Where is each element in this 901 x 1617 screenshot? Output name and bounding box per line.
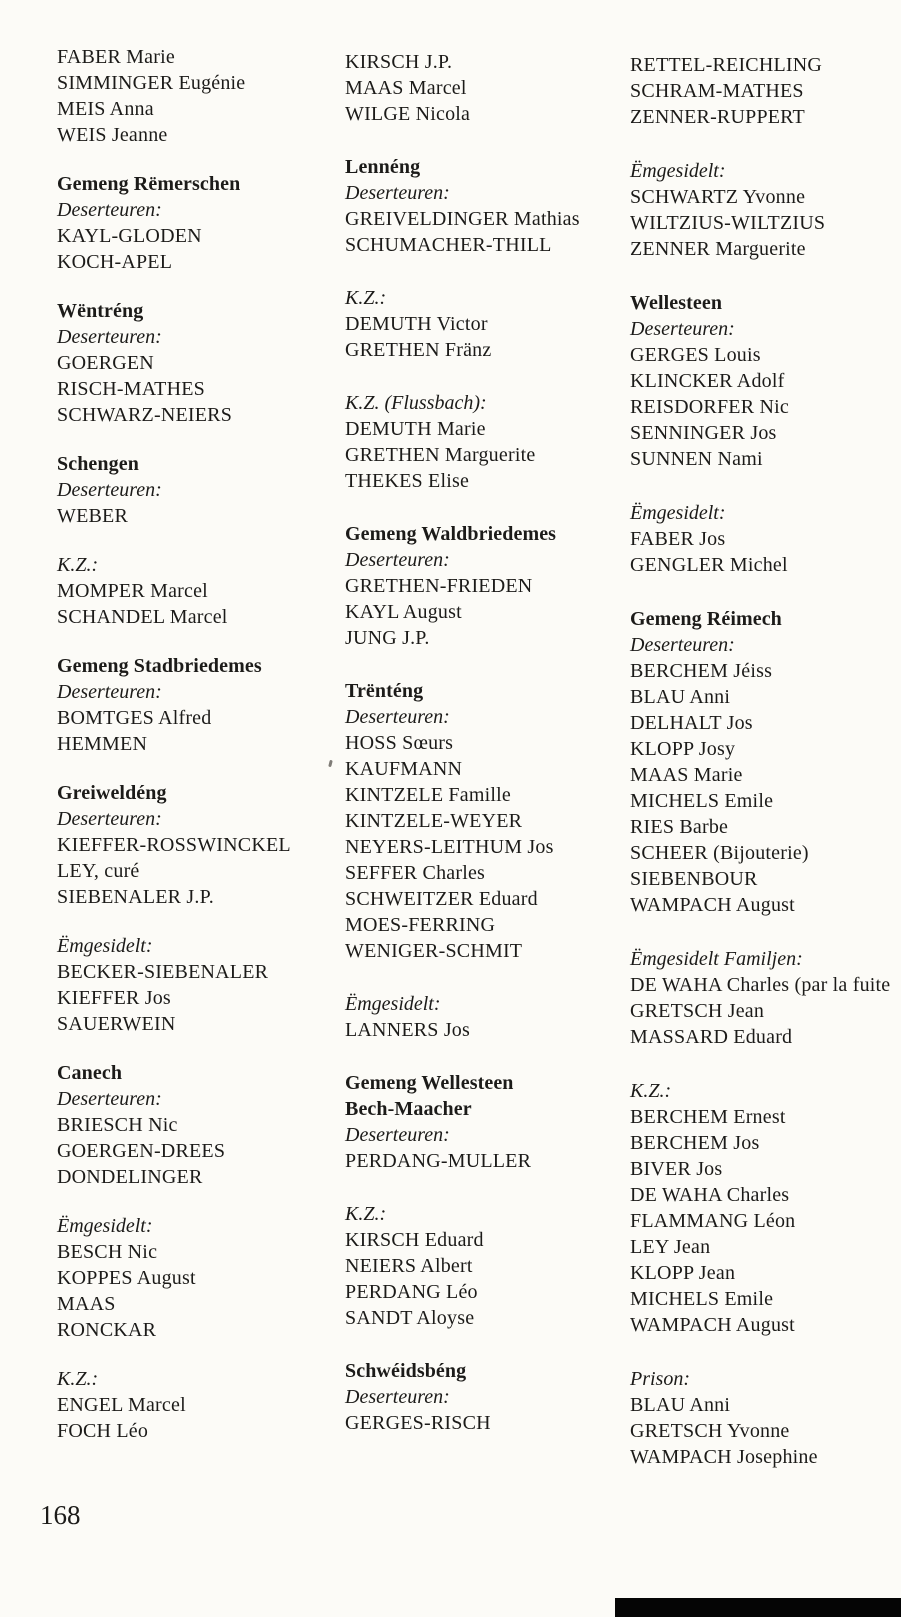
name-entry: KIRSCH Eduard [345, 1229, 484, 1251]
list-block [57, 298, 345, 428]
category-label: Deserteuren: [345, 1386, 450, 1408]
name-entry: FOCH Léo [57, 1420, 149, 1442]
name-entry: NEYERS-LEITHUM Jos [345, 836, 554, 858]
name-entry: SCHEER (Bijouterie) [630, 842, 809, 864]
text-column-3 [630, 44, 889, 1498]
category-label: K.Z.: [630, 1080, 672, 1102]
name-entry: KINTZELE-WEYER [345, 810, 523, 832]
category-label: Deserteuren: [345, 182, 450, 204]
name-entry: FABER Marie [57, 46, 175, 68]
name-entry: LEY, curé [57, 860, 140, 882]
name-entry: WEIS Jeanne [57, 124, 168, 146]
name-entry: SIMMINGER Eugénie [57, 72, 246, 94]
category-label: K.Z.: [57, 554, 99, 576]
category-label: Ëmgesidelt: [57, 935, 153, 957]
name-entry: LANNERS Jos [345, 1019, 470, 1041]
name-entry: KIRSCH J.P. [345, 51, 453, 73]
list-block [630, 158, 889, 262]
category-label: Deserteuren: [345, 1124, 450, 1146]
name-entry: KLOPP Josy [630, 738, 736, 760]
list-block [630, 1366, 889, 1470]
name-entry: BLAU Anni [630, 1394, 731, 1416]
name-entry: BIVER Jos [630, 1158, 723, 1180]
category-label: K.Z.: [345, 287, 387, 309]
category-label: Deserteuren: [345, 549, 450, 571]
name-entry: FLAMMANG Léon [630, 1210, 796, 1232]
name-entry: HEMMEN [57, 733, 148, 755]
list-block [345, 390, 630, 494]
name-entry: GERGES-RISCH [345, 1412, 491, 1434]
category-label: Prison: [630, 1368, 690, 1390]
category-label: K.Z.: [57, 1368, 99, 1390]
section-heading: Bech-Maacher [345, 1098, 472, 1120]
name-entry: GRETSCH Jean [630, 1000, 765, 1022]
name-entry: SEFFER Charles [345, 862, 486, 884]
category-label: Ëmgesidelt Familjen: [630, 948, 803, 970]
name-entry: LEY Jean [630, 1236, 711, 1258]
name-entry: RIES Barbe [630, 816, 729, 838]
name-entry: KOCH-APEL [57, 251, 173, 273]
name-entry: MOMPER Marcel [57, 580, 208, 602]
name-entry: SAUERWEIN [57, 1013, 176, 1035]
list-block [345, 285, 630, 363]
list-block [57, 552, 345, 630]
list-block [57, 780, 345, 910]
name-entry: MAAS Marcel [345, 77, 467, 99]
name-entry: MASSARD Eduard [630, 1026, 793, 1048]
list-block [345, 1358, 630, 1436]
name-entry: GOERGEN [57, 352, 154, 374]
name-entry: MOES-FERRING [345, 914, 496, 936]
section-heading: Schengen [57, 453, 139, 475]
text-column-1 [57, 44, 345, 1467]
section-heading: Gemeng Rëmerschen [57, 173, 241, 195]
category-label: Deserteuren: [630, 318, 735, 340]
name-entry: WAMPACH Josephine [630, 1446, 818, 1468]
list-block [630, 606, 889, 918]
name-entry: MAAS [57, 1293, 116, 1315]
name-entry: GRETHEN Fränz [345, 339, 492, 361]
name-entry: SUNNEN Nami [630, 448, 763, 470]
name-entry: GREIVELDINGER Mathias [345, 208, 580, 230]
list-block [57, 933, 345, 1037]
name-entry: BLAU Anni [630, 686, 731, 708]
name-entry: FABER Jos [630, 528, 726, 550]
list-block [57, 44, 345, 148]
list-block [345, 154, 630, 258]
name-entry: SCHRAM-MATHES [630, 80, 804, 102]
list-block [345, 49, 630, 127]
name-entry: DEMUTH Victor [345, 313, 488, 335]
list-block [57, 1213, 345, 1343]
name-entry: RETTEL-REICHLING [630, 54, 823, 76]
name-entry: RONCKAR [57, 1319, 157, 1341]
name-entry: DONDELINGER [57, 1166, 203, 1188]
list-block [345, 1201, 630, 1331]
section-heading: Wëntréng [57, 300, 144, 322]
name-entry: BERCHEM Jos [630, 1132, 760, 1154]
name-entry: PERDANG Léo [345, 1281, 478, 1303]
name-entry: SCHWEITZER Eduard [345, 888, 538, 910]
name-entry: KAYL-GLODEN [57, 225, 202, 247]
name-entry: BOMTGES Alfred [57, 707, 212, 729]
list-block [57, 171, 345, 275]
name-entry: BESCH Nic [57, 1241, 158, 1263]
name-entry: DE WAHA Charles (par la fuite [630, 974, 891, 996]
list-block [345, 521, 630, 651]
name-entry: WILGE Nicola [345, 103, 471, 125]
text-column-2 [345, 44, 630, 1463]
name-entry: PERDANG-MULLER [345, 1150, 532, 1172]
name-entry: GRETHEN-FRIEDEN [345, 575, 533, 597]
section-heading: Wellesteen [630, 292, 723, 314]
name-entry: GENGLER Michel [630, 554, 788, 576]
name-entry: GOERGEN-DREES [57, 1140, 226, 1162]
section-heading: Gemeng Réimech [630, 608, 782, 630]
list-block [630, 1078, 889, 1338]
name-entry: GRETSCH Yvonne [630, 1420, 790, 1442]
section-heading: Trënténg [345, 680, 424, 702]
name-entry: KAYL August [345, 601, 462, 623]
name-entry: MAAS Marie [630, 764, 743, 786]
section-heading: Lennéng [345, 156, 421, 178]
name-entry: BECKER-SIEBENALER [57, 961, 269, 983]
section-heading: Greiweldéng [57, 782, 167, 804]
name-entry: KOPPES August [57, 1267, 196, 1289]
name-entry: MICHELS Emile [630, 1288, 774, 1310]
name-entry: BERCHEM Jéiss [630, 660, 773, 682]
list-block [57, 653, 345, 757]
name-entry: SANDT Aloyse [345, 1307, 475, 1329]
list-block [57, 451, 345, 529]
name-entry: REISDORFER Nic [630, 396, 789, 418]
category-label: Ëmgesidelt: [345, 993, 441, 1015]
category-label: Deserteuren: [57, 479, 162, 501]
category-label: Deserteuren: [57, 199, 162, 221]
name-entry: DELHALT Jos [630, 712, 753, 734]
list-block [345, 991, 630, 1043]
name-entry: SCHWARTZ Yvonne [630, 186, 806, 208]
category-label: Deserteuren: [57, 808, 162, 830]
category-label: Deserteuren: [57, 326, 162, 348]
category-label: Deserteuren: [57, 1088, 162, 1110]
name-entry: WAMPACH August [630, 894, 795, 916]
list-block [630, 500, 889, 578]
category-label: Deserteuren: [345, 706, 450, 728]
list-block [630, 946, 889, 1050]
scan-edge-artifact [615, 1598, 901, 1617]
name-entry: KINTZELE Famille [345, 784, 511, 806]
name-entry: JUNG J.P. [345, 627, 430, 649]
name-entry: BERCHEM Ernest [630, 1106, 786, 1128]
name-entry: DEMUTH Marie [345, 418, 486, 440]
name-entry: KIEFFER-ROSSWINCKEL [57, 834, 291, 856]
name-entry: KLINCKER Adolf [630, 370, 785, 392]
name-entry: SCHWARZ-NEIERS [57, 404, 233, 426]
name-entry: BRIESCH Nic [57, 1114, 178, 1136]
section-heading: Gemeng Waldbriedemes [345, 523, 557, 545]
section-heading: Schwéidsbéng [345, 1360, 467, 1382]
list-block [630, 52, 889, 130]
list-block [57, 1366, 345, 1444]
name-entry: DE WAHA Charles [630, 1184, 790, 1206]
name-entry: ZENNER-RUPPERT [630, 106, 805, 128]
category-label: K.Z. (Flussbach): [345, 392, 487, 414]
name-entry: WAMPACH August [630, 1314, 795, 1336]
name-entry: SENNINGER Jos [630, 422, 777, 444]
name-entry: GRETHEN Marguerite [345, 444, 536, 466]
name-entry: NEIERS Albert [345, 1255, 473, 1277]
name-entry: KLOPP Jean [630, 1262, 736, 1284]
name-entry: WENIGER-SCHMIT [345, 940, 523, 962]
name-entry: HOSS Sœurs [345, 732, 454, 754]
section-heading: Canech [57, 1062, 123, 1084]
list-block [345, 1070, 630, 1174]
name-entry: GERGES Louis [630, 344, 761, 366]
name-entry: SIEBENBOUR [630, 868, 758, 890]
section-heading: Gemeng Stadbriedemes [57, 655, 262, 677]
name-entry: KAUFMANN [345, 758, 463, 780]
name-entry: ENGEL Marcel [57, 1394, 186, 1416]
category-label: K.Z.: [345, 1203, 387, 1225]
category-label: Ëmgesidelt: [630, 160, 726, 182]
category-label: Deserteuren: [57, 681, 162, 703]
section-heading: Gemeng Wellesteen [345, 1072, 514, 1094]
name-entry: SCHUMACHER-THILL [345, 234, 552, 256]
page-number: 168 [40, 1500, 81, 1530]
list-block [57, 1060, 345, 1190]
name-entry: WEBER [57, 505, 128, 527]
name-entry: ZENNER Marguerite [630, 238, 806, 260]
name-entry: THEKES Elise [345, 470, 470, 492]
name-entry: SCHANDEL Marcel [57, 606, 228, 628]
name-entry: KIEFFER Jos [57, 987, 171, 1009]
list-block [345, 678, 630, 964]
name-entry: SIEBENALER J.P. [57, 886, 214, 908]
category-label: Ëmgesidelt: [630, 502, 726, 524]
category-label: Ëmgesidelt: [57, 1215, 153, 1237]
text-columns [57, 44, 889, 1498]
list-block [630, 290, 889, 472]
name-entry: RISCH-MATHES [57, 378, 205, 400]
name-entry: WILTZIUS-WILTZIUS [630, 212, 826, 234]
name-entry: MEIS Anna [57, 98, 154, 120]
category-label: Deserteuren: [630, 634, 735, 656]
name-entry: MICHELS Emile [630, 790, 774, 812]
